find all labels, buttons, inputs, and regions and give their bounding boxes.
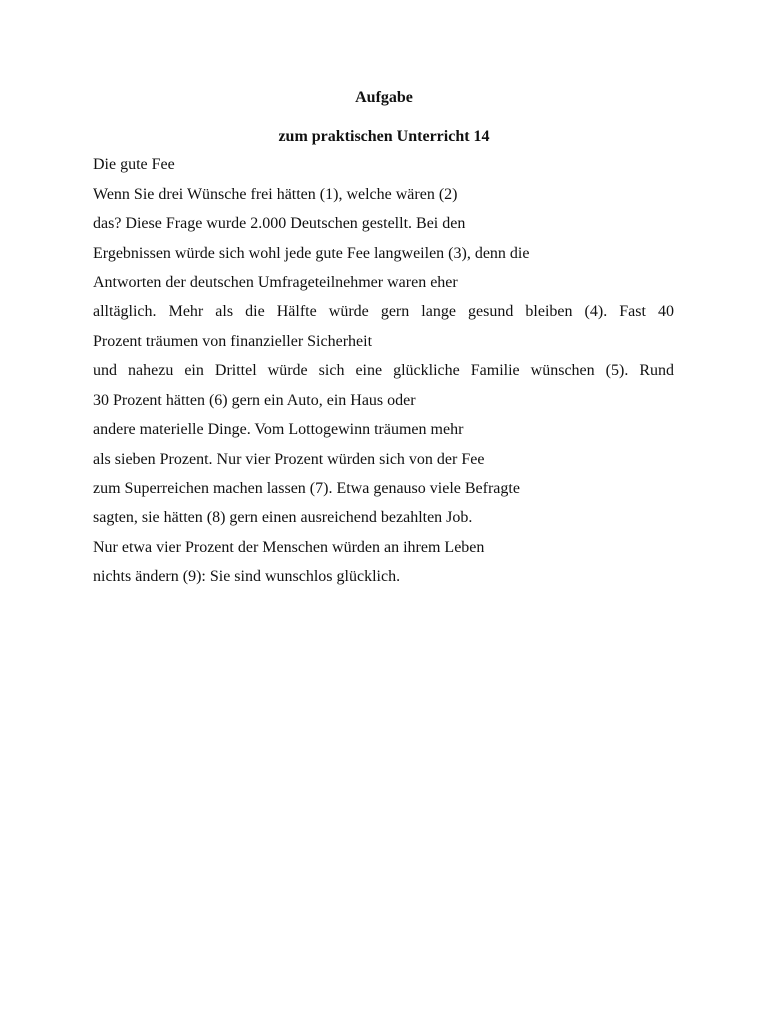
text-line: als sieben Prozent. Nur vier Prozent würden sich von der Fee bbox=[93, 451, 485, 468]
text-line: Prozent träumen von finanzieller Sicherheit bbox=[93, 333, 373, 350]
text-line: das? Diese Frage wurde 2.000 Deutschen gestellt. Bei den bbox=[93, 215, 466, 232]
text-line: 30 Prozent hätten (6) gern ein Auto, ein Haus oder bbox=[93, 392, 416, 409]
text-line: Nur etwa vier Prozent der Menschen würden an ihrem Leben bbox=[93, 539, 485, 556]
text-line: Antworten der deutschen Umfrageteilnehmer waren eher bbox=[93, 274, 458, 291]
text-line: nichts ändern (9): Sie sind wunschlos glücklich. bbox=[93, 568, 401, 585]
document-subtitle: zum praktischen Unterricht 14 bbox=[278, 128, 490, 145]
document-title: Aufgabe bbox=[355, 89, 413, 106]
text-line: sagten, sie hätten (8) gern einen ausreichend bezahlten Job. bbox=[93, 509, 473, 526]
text-line: Wenn Sie drei Wünsche frei hätten (1), welche wären (2) bbox=[93, 186, 458, 203]
text-line: alltäglich. Mehr als die Hälfte würde gern lange gesund bleiben (4). Fast 40 bbox=[93, 303, 674, 320]
text-line: Ergebnissen würde sich wohl jede gute Fee langweilen (3), denn die bbox=[93, 245, 530, 262]
text-line: und nahezu ein Drittel würde sich eine glückliche Familie wünschen (5). Rund bbox=[93, 362, 674, 379]
text-line: andere materielle Dinge. Vom Lottogewinn träumen mehr bbox=[93, 421, 464, 438]
text-line: zum Superreichen machen lassen (7). Etwa genauso viele Befragte bbox=[93, 480, 520, 497]
text-heading-die-gute-fee: Die gute Fee bbox=[93, 156, 175, 173]
